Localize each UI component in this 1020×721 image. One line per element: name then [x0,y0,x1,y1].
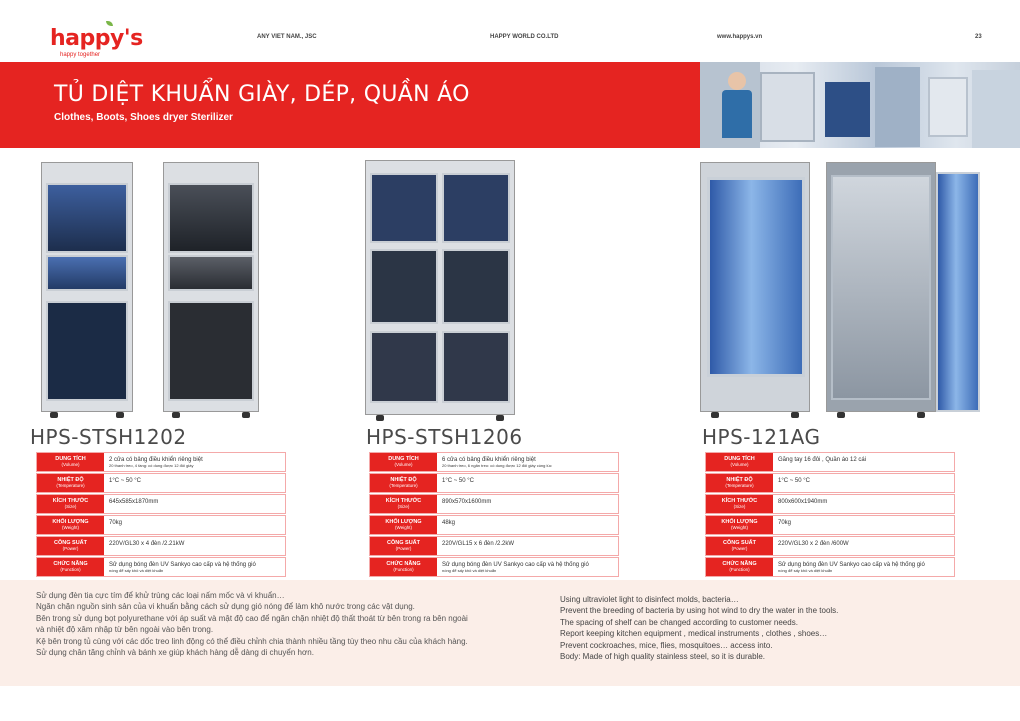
en-line: Body: Made of high quality stainless steel, so it is durable. [560,652,765,662]
spec-row: NHIỆT ĐỘ (Temperature) 1°C ~ 50 °C [369,473,619,493]
brand-logo [50,26,143,58]
page-subtitle: Clothes, Boots, Shoes dryer Sterilizer [54,112,233,123]
vn-line: Bên trong sử dụng bọt polyurethane với áp suất và mật độ cao để ngăn chặn nhiệt độ thất thoát từ bên trong ra bên ngoài và nhiệt độ xâm nhập từ bên ngoài vào bên trong. [36,613,468,635]
vn-line: Ngăn chặn nguồn sinh sản của vi khuẩn bằng cách sử dụng gió nóng để làm khô nước trong các vật dụng. [36,602,415,612]
spec-row: CHỨC NĂNG (Function) Sử dụng bóng đèn UV Sankyo cao cấp và hệ thống gió nóng để sấy khô và diệt khuẩn [369,557,619,577]
spec-row: DUNG TÍCH (Volume) 6 cửa có bảng điều khiển riêng biệt 20 thanh treo, 6 ngăn treo: có dung được 12 đôi giày cùng lúc [369,452,619,472]
spec-row: KÍCH THƯỚC (Size) 800x600x1940mm [705,494,955,514]
en-line: The spacing of shelf can be changed according to customer needs. [560,617,798,627]
description-vietnamese [36,590,476,658]
logo-tagline: happy together [60,52,101,58]
model-name-2: HPS-STSH1206 [366,425,523,449]
spec-row: NHIỆT ĐỘ (Temperature) 1°C ~ 50 °C [705,473,955,493]
page-title: TỦ DIỆT KHUẨN GIÀY, DÉP, QUẦN ÁO [54,82,470,107]
vn-line: Sử dụng đèn tia cực tím để khử trùng các loại nấm mốc và vi khuẩn… [36,591,285,600]
spec-table-1 [36,452,286,578]
page-header [0,0,1020,62]
spec-table-3 [705,452,955,578]
company-name-1: ANY VIET NAM., JSC [257,34,317,40]
en-line: Using ultraviolet light to disinfect molds, bacteria… [560,595,739,604]
spec-row: KHỐI LƯỢNG (Weight) 70kg [705,515,955,535]
spec-row: CHỨC NĂNG (Function) Sử dụng bóng đèn UV Sankyo cao cấp và hệ thống gió nóng để sấy khô và diệt khuẩn [36,557,286,577]
spec-row: KÍCH THƯỚC (Size) 645x585x1870mm [36,494,286,514]
spec-row: NHIỆT ĐỘ (Temperature) 1°C ~ 50 °C [36,473,286,493]
spec-table-2 [369,452,619,578]
spec-row: CHỨC NĂNG (Function) Sử dụng bóng đèn UV Sankyo cao cấp và hệ thống gió nóng để sấy khô và diệt khuẩn [705,557,955,577]
description-english [560,594,960,662]
spec-row: CÔNG SUẤT (Power) 220V/GL30 x 4 đèn /2.21kW [36,536,286,556]
spec-row: DUNG TÍCH (Volume) Găng tay 16 đôi , Quần áo 12 cái [705,452,955,472]
vn-line: Kệ bên trong tủ cùng với các dốc treo linh động có thể điều chỉnh chia thành nhiều tầng tùy theo nhu cầu của khách hàng. [36,636,468,646]
spec-row: DUNG TÍCH (Volume) 2 cửa có bảng điều khiển riêng biệt 20 thanh treo, 4 tầng: có dung được 12 đôi giày [36,452,286,472]
company-name-2: HAPPY WORLD CO.LTD [490,34,559,40]
en-line: Report keeping kitchen equipment , medical instruments , clothes , shoes… [560,629,828,639]
logo-wordmark: happy's [50,26,143,51]
website: www.happys.vn [717,34,763,40]
spec-row: KHỐI LƯỢNG (Weight) 48kg [369,515,619,535]
spec-row: KHỐI LƯỢNG (Weight) 70kg [36,515,286,535]
model-name-3: HPS-121AG [702,425,821,449]
spec-row: CÔNG SUẤT (Power) 220V/GL15 x 6 đèn /2.2kW [369,536,619,556]
en-line: Prevent the breeding of bacteria by using hot wind to dry the water in the tools. [560,606,839,616]
spec-row: KÍCH THƯỚC (Size) 890x570x1600mm [369,494,619,514]
en-line: Prevent cockroaches, mice, flies, mosquitoes… access into. [560,640,773,650]
spec-row: CÔNG SUẤT (Power) 220V/GL30 x 2 đèn /600W [705,536,955,556]
vn-line: Sử dụng chân tăng chỉnh và bánh xe giúp khách hàng dễ dàng di chuyển hơn. [36,648,314,658]
model-name-1: HPS-STSH1202 [30,425,187,449]
banner-photo-strip [700,62,1020,148]
page-number: 23 [975,34,982,40]
